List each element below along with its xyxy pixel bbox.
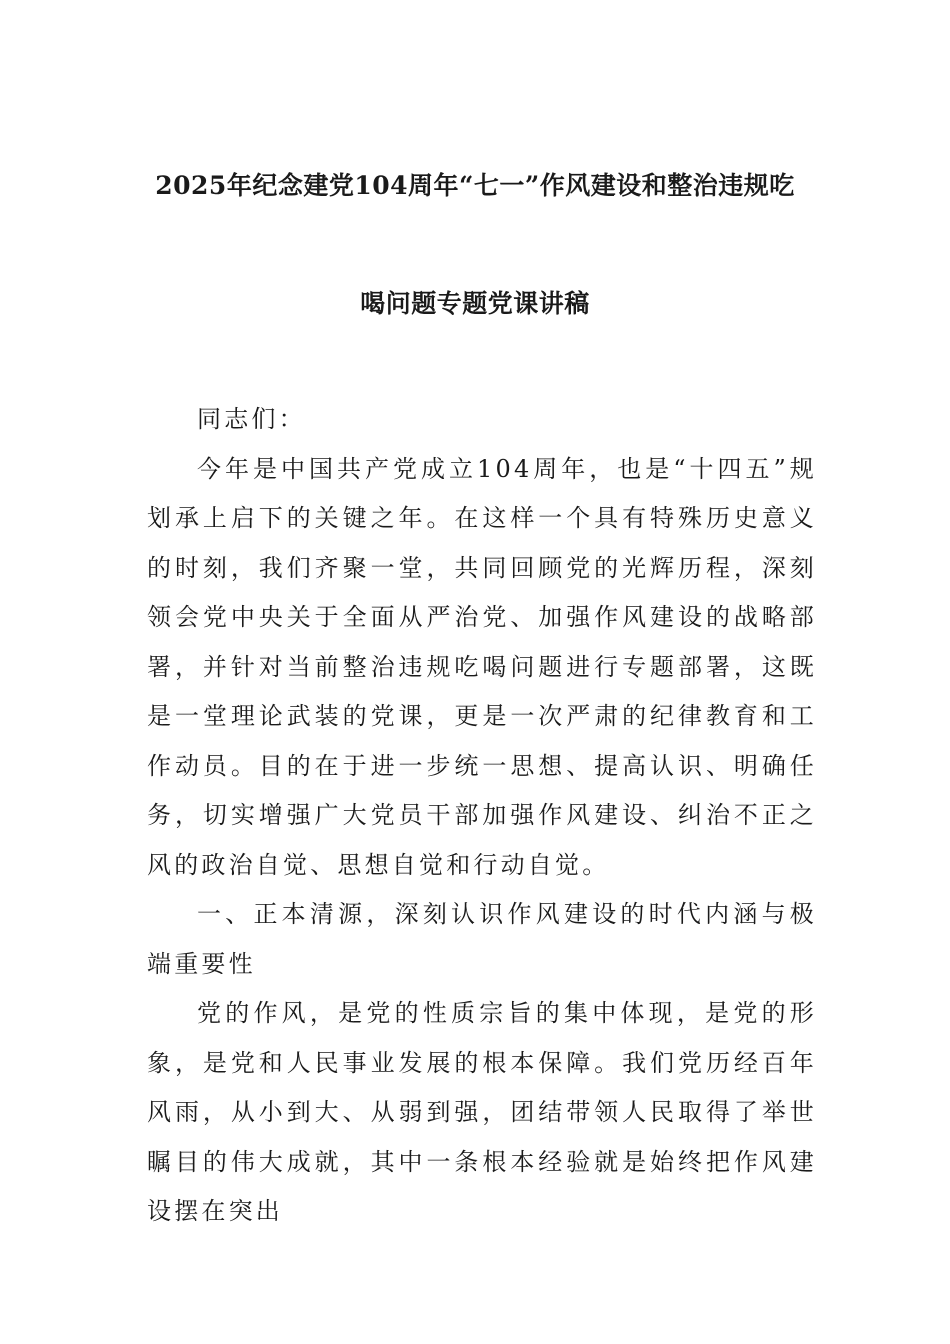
paragraph-section-1: 党的作风，是党的性质宗旨的集中体现，是党的形象，是党和人民事业发展的根本保障。我们党历经百年风雨，从小到大、从弱到强，团结带领人民取得了举世瞩目的伟大成就，其中一条根本经验就是始终把作风建设摆在突出 <box>147 999 817 1225</box>
document-title-line-2: 喝问题专题党课讲稿 <box>360 289 590 318</box>
section-heading-1: 一、正本清源，深刻认识作风建设的时代内涵与极端重要性 <box>147 900 817 978</box>
salutation: 同志们： <box>197 405 306 433</box>
document-title-line-1: 2025年纪念建党104周年“七一”作风建设和整治违规吃 <box>155 171 795 200</box>
paragraph-intro: 今年是中国共产党成立104周年，也是“十四五”规划承上启下的关键之年。在这样一个具有特殊历史意义的时刻，我们齐聚一堂，共同回顾党的光辉历程，深刻领会党中央关于全面从严治党、加强作风建设的战略部署，并针对当前整治违规吃喝问题进行专题部署，这既是一堂理论武装的党课，更是一次严肃的纪律教育和工作动员。目的在于进一步统一思想、提高认识、明确任务，切实增强广大党员干部加强作风建设、纠治不正之风的政治自觉、思想自觉和行动自觉。 <box>147 454 817 879</box>
document-body <box>147 395 817 1237</box>
